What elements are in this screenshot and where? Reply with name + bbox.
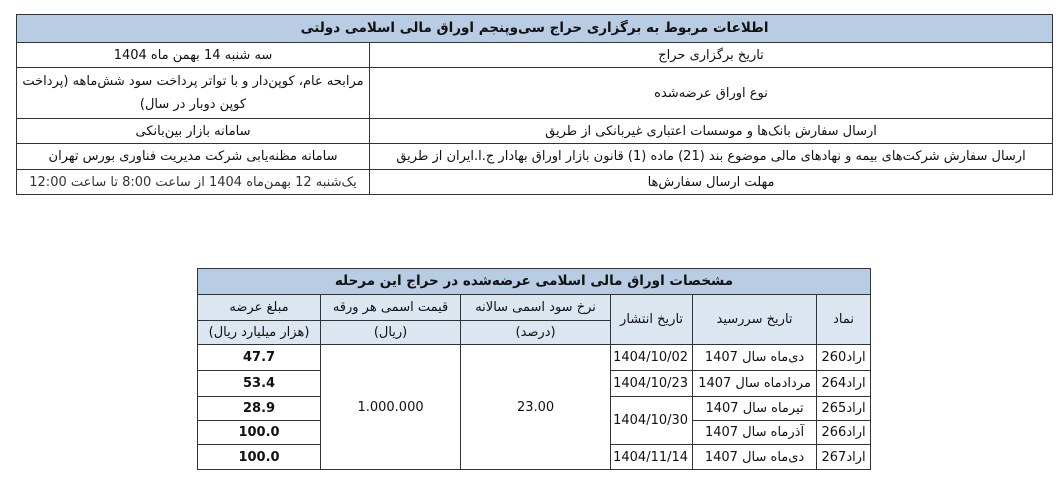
issue-date-cell: 1404/10/02 (611, 345, 693, 371)
symbol-cell: اراد264 (817, 371, 871, 397)
row-label: ارسال سفارش شرکت‌های بیمه و نهادهای مالی موضوع بند (21) ماده (1) قانون بازار اوراق بهادار ج.ا.ایران از طریق (370, 144, 1053, 170)
header-amount: مبلغ عرضه (198, 295, 321, 321)
row-value: مرابحه عام، کوپن‌دار و با تواتر پرداخت سود شش‌ماهه (پرداخت کوپن دوبار در سال) (17, 68, 370, 119)
symbol-cell: اراد266 (817, 421, 871, 445)
maturity-cell: مردادماه سال 1407 (693, 371, 817, 397)
row-value: یک‌شنبه 12 بهمن‌ماه 1404 از ساعت 8:00 تا ساعت 12:00 (17, 170, 370, 195)
securities-table-title: مشخصات اوراق مالی اسلامی عرضه‌شده در حراج این مرحله (198, 269, 871, 295)
issue-date-cell: 1404/10/23 (611, 371, 693, 397)
rate-cell: 23.00 (461, 345, 611, 470)
maturity-cell: آذرماه سال 1407 (693, 421, 817, 445)
table-row (17, 68, 1053, 119)
table-row (198, 345, 871, 371)
header-price: قیمت اسمی هر ورقه (321, 295, 461, 321)
amount-cell: 28.9 (198, 397, 321, 421)
header-price-unit: (ریال) (321, 321, 461, 345)
maturity-cell: دی‌ماه سال 1407 (693, 445, 817, 470)
header-amount-unit: (هزار میلیارد ریال) (198, 321, 321, 345)
auction-info-table (16, 14, 1053, 195)
row-value: سامانه مظنه‌یابی شرکت مدیریت فناوری بورس تهران (17, 144, 370, 170)
row-label: تاریخ برگزاری حراج (370, 43, 1053, 68)
issue-date-cell: 1404/10/30 (611, 397, 693, 445)
row-value: سه شنبه 14 بهمن ماه 1404 (17, 43, 370, 68)
symbol-cell: اراد267 (817, 445, 871, 470)
maturity-cell: تیرماه سال 1407 (693, 397, 817, 421)
row-label: نوع اوراق عرضه‌شده (370, 68, 1053, 119)
header-maturity: تاریخ سررسید (693, 295, 817, 345)
amount-cell: 53.4 (198, 371, 321, 397)
header-rate: نرخ سود اسمی سالانه (461, 295, 611, 321)
amount-cell: 100.0 (198, 445, 321, 470)
table-row (17, 170, 1053, 195)
maturity-cell: دی‌ماه سال 1407 (693, 345, 817, 371)
header-issue-date: تاریخ انتشار (611, 295, 693, 345)
amount-cell: 100.0 (198, 421, 321, 445)
symbol-cell: اراد265 (817, 397, 871, 421)
table-row (17, 144, 1053, 170)
header-symbol: نماد (817, 295, 871, 345)
header-rate-unit: (درصد) (461, 321, 611, 345)
price-cell: 1.000.000 (321, 345, 461, 470)
info-table-title: اطلاعات مربوط به برگزاری حراج سی‌وپنجم اوراق مالی اسلامی دولتی (17, 15, 1053, 43)
symbol-cell: اراد260 (817, 345, 871, 371)
row-label: ارسال سفارش بانک‌ها و موسسات اعتباری غیربانکی از طریق (370, 119, 1053, 144)
issue-date-cell: 1404/11/14 (611, 445, 693, 470)
row-label: مهلت ارسال سفارش‌ها (370, 170, 1053, 195)
row-value: سامانه بازار بین‌بانکی (17, 119, 370, 144)
table-row (17, 43, 1053, 68)
securities-table (197, 268, 871, 470)
amount-cell: 47.7 (198, 345, 321, 371)
table-row (17, 119, 1053, 144)
